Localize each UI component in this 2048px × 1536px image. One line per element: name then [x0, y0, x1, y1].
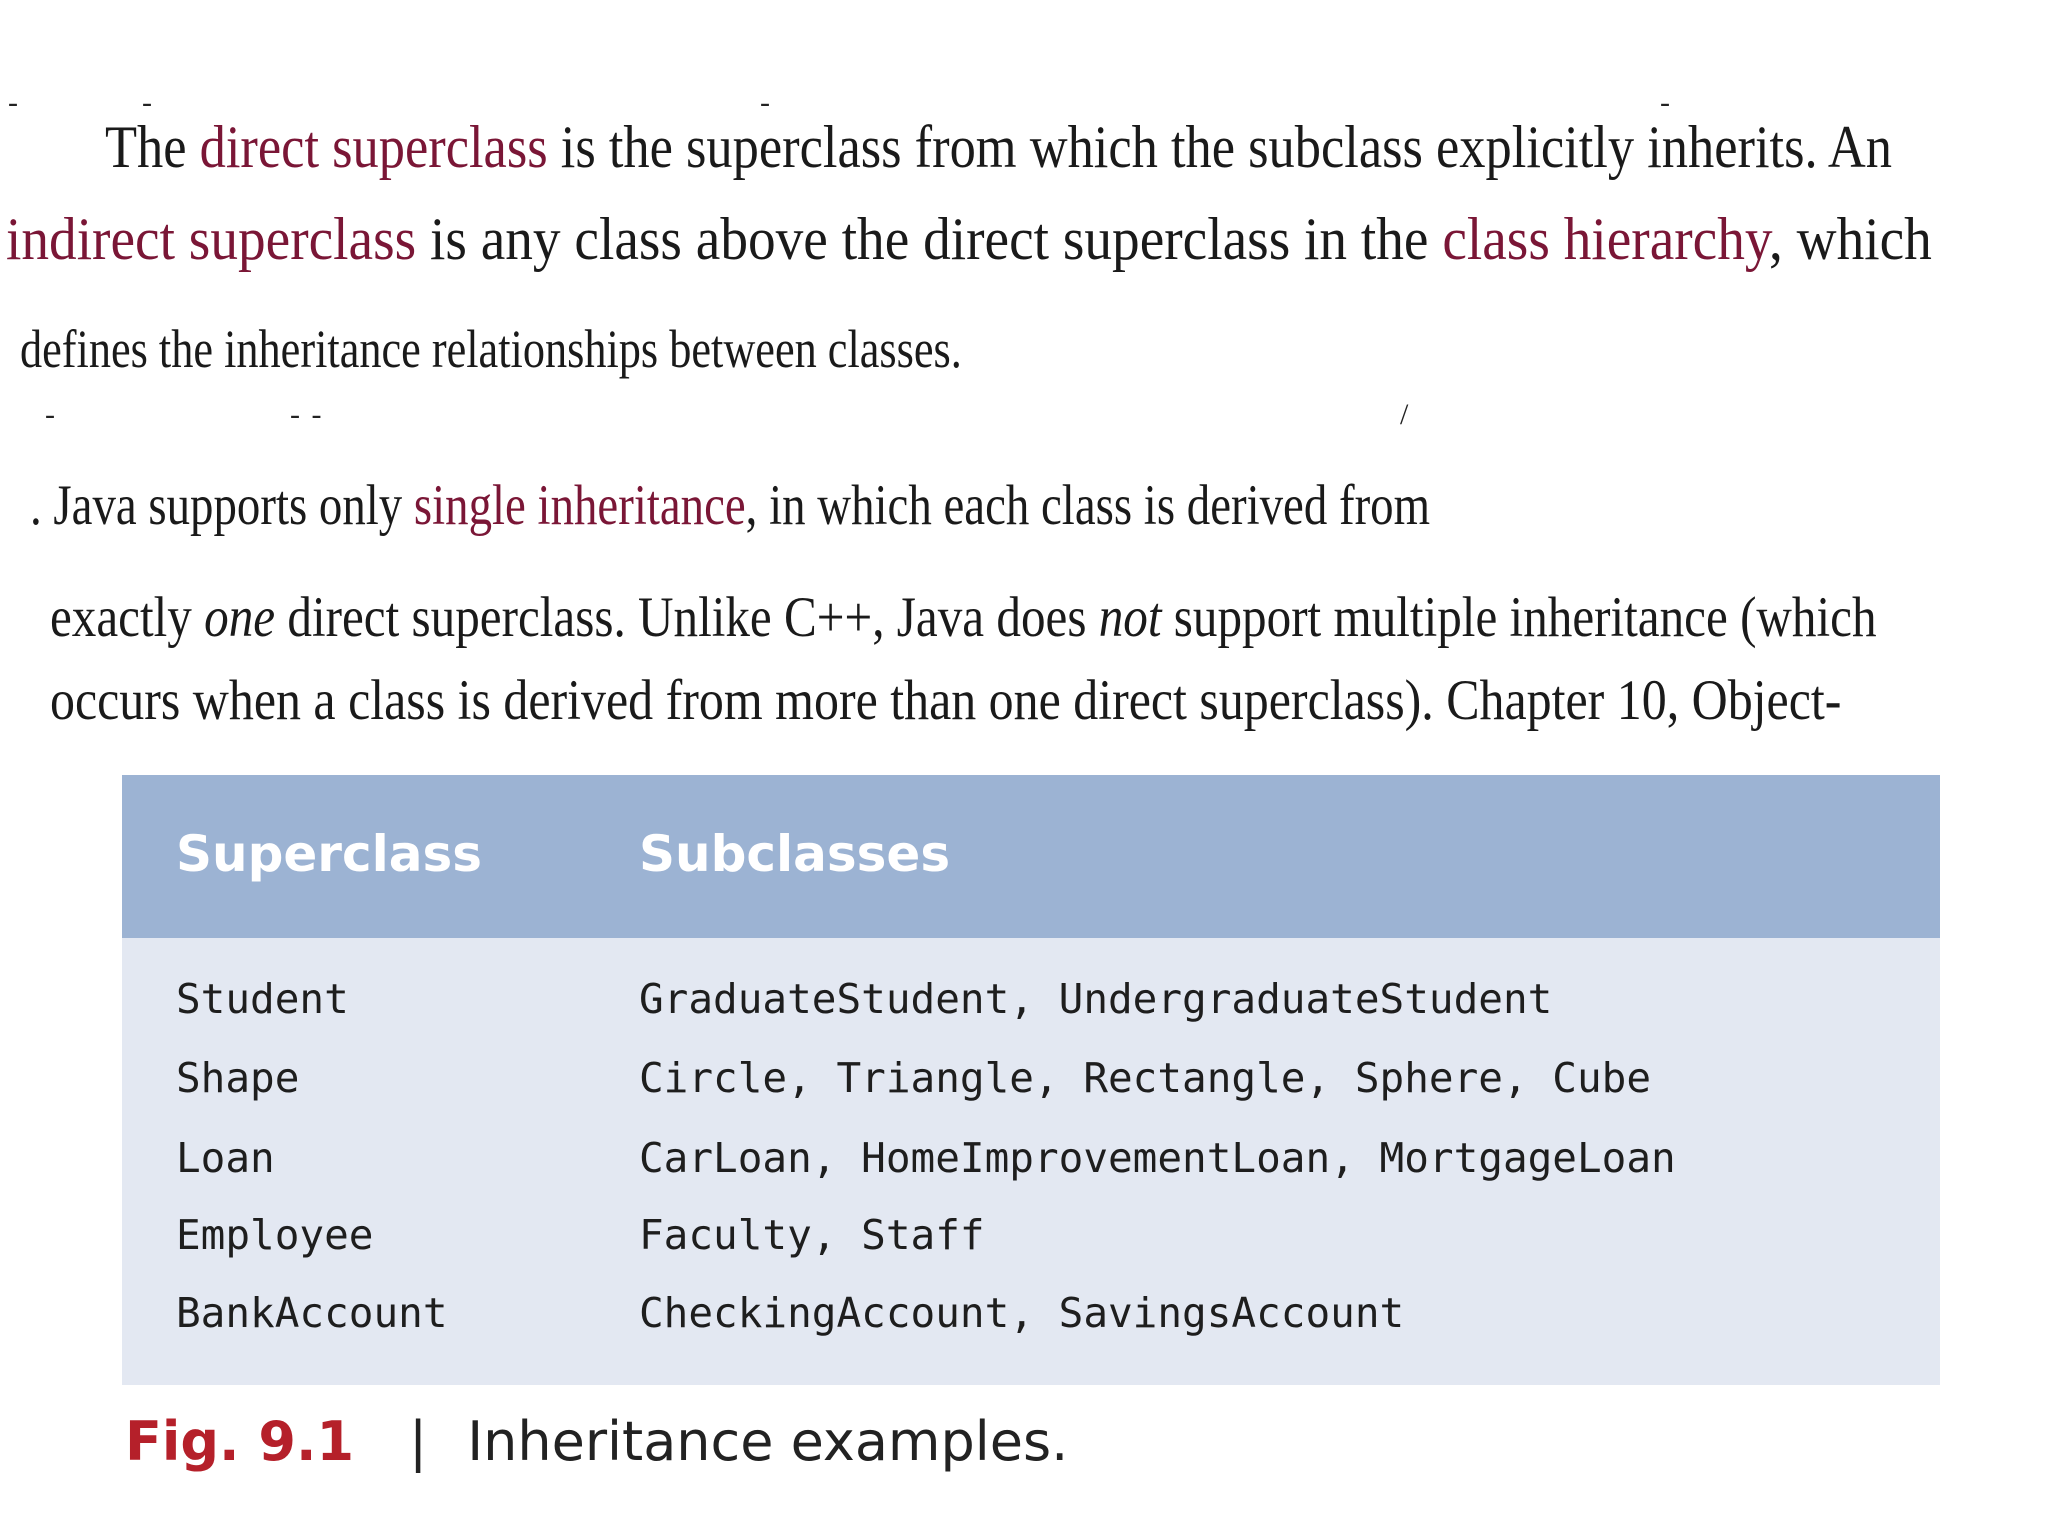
emphasis-one: one	[204, 586, 276, 649]
inheritance-examples-table	[122, 775, 1940, 1385]
row-superclass: Shape	[176, 1054, 300, 1102]
emphasis-not: not	[1098, 586, 1162, 649]
row-subclasses: Faculty, Staff	[639, 1211, 985, 1259]
row-subclasses: CheckingAccount, SavingsAccount	[639, 1289, 1405, 1337]
table-header	[122, 775, 1940, 938]
table-row	[122, 1289, 1940, 1359]
paragraph2-line2: exactly one direct superclass. Unlike C++, Java does not support multiple inheritance (which	[50, 586, 1877, 649]
table-row	[122, 1134, 1940, 1204]
row-superclass: Student	[176, 975, 349, 1023]
term-indirect-superclass: indirect superclass	[6, 206, 417, 272]
figure-caption	[125, 1410, 1068, 1473]
row-superclass: Employee	[176, 1211, 374, 1259]
paragraph1-line2: indirect superclass is any class above the direct superclass in the class hierarchy, which	[6, 206, 1932, 272]
term-single-inheritance: single inheritance	[413, 474, 746, 537]
header-subclasses: Subclasses	[639, 825, 951, 883]
paragraph1-line3: defines the inheritance relationships between classes.	[20, 319, 962, 379]
row-subclasses: CarLoan, HomeImprovementLoan, MortgageLoan	[639, 1134, 1676, 1182]
row-subclasses: Circle, Triangle, Rectangle, Sphere, Cube	[639, 1054, 1652, 1102]
row-superclass: BankAccount	[176, 1289, 448, 1337]
table-row	[122, 975, 1940, 1045]
paragraph2-line1: . Java supports only single inheritance, in which each class is derived from	[30, 474, 1431, 537]
table-row	[122, 1211, 1940, 1281]
term-class-hierarchy: class hierarchy	[1442, 206, 1769, 272]
table-row	[122, 1054, 1940, 1124]
paragraph1-line1: The direct superclass is the superclass from which the subclass explicitly inherits. An	[105, 114, 1892, 180]
paragraph2-line3: occurs when a class is derived from more than one direct superclass). Chapter 10, Object-	[50, 669, 1842, 732]
row-subclasses: GraduateStudent, UndergraduateStudent	[639, 975, 1553, 1023]
figure-label: Fig. 9.1	[125, 1410, 355, 1473]
header-superclass: Superclass	[176, 825, 483, 883]
row-superclass: Loan	[176, 1134, 275, 1182]
caption-separator: |	[409, 1410, 428, 1473]
term-direct-superclass: direct superclass	[199, 114, 548, 180]
caption-text: Inheritance examples.	[467, 1410, 1069, 1473]
